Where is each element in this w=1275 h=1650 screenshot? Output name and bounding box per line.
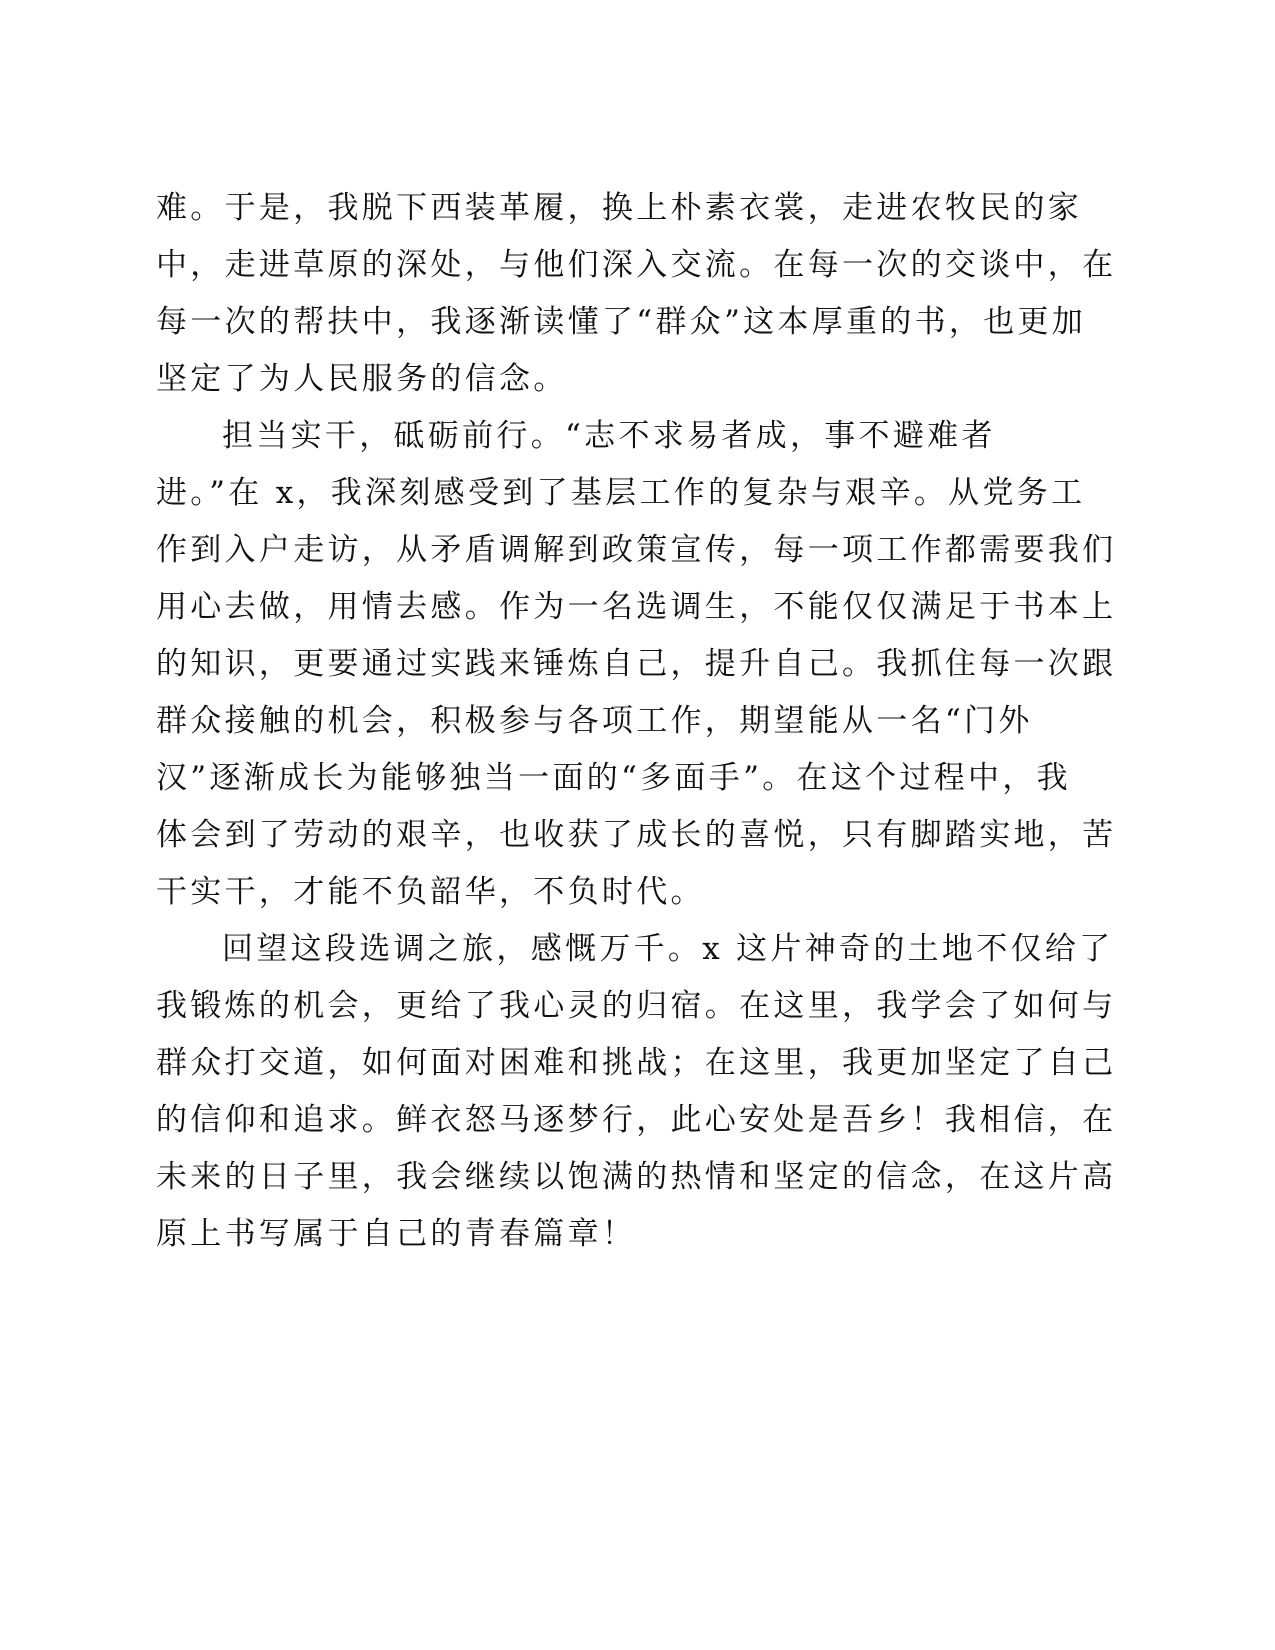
text-line: 坚定了为人民服务的信念。 <box>156 361 568 397</box>
text-line: 汉”逐渐成长为能够独当一面的“多面手”。在这个过程中，我 <box>156 760 1071 796</box>
text-line: 难。于是，我脱下西装革履，换上朴素衣裳，走进农牧民的家 <box>156 190 1083 226</box>
paragraph-start-line: 担当实干，砥砺前行。“志不求易者成，事不避难者 <box>222 418 996 454</box>
text-line: 原上书写属于自己的青春篇章！ <box>156 1216 637 1252</box>
text-line: 进。”在 x，我深刻感受到了基层工作的复杂与艰辛。从党务工 <box>156 475 1086 511</box>
text-line: 群众接触的机会，积极参与各项工作，期望能从一名“门外 <box>156 703 1033 739</box>
text-line: 每一次的帮扶中，我逐渐读懂了“群众”这本厚重的书，也更加 <box>156 304 1087 340</box>
text-line: 用心去做，用情去感。作为一名选调生，不能仅仅满足于书本上 <box>156 589 1117 625</box>
document-body <box>156 180 1117 1263</box>
text-line: 的信仰和追求。鲜衣怒马逐梦行，此心安处是吾乡！我相信，在 <box>156 1102 1117 1138</box>
text-line: 的知识，更要通过实践来锤炼自己，提升自己。我抓住每一次跟 <box>156 646 1117 682</box>
text-line: 干实干，才能不负韶华，不负时代。 <box>156 874 705 910</box>
text-line: 中，走进草原的深处，与他们深入交流。在每一次的交谈中，在 <box>156 247 1117 283</box>
paragraph-start-line: 回望这段选调之旅，感慨万千。x 这片神奇的土地不仅给了 <box>222 931 1114 967</box>
text-line: 体会到了劳动的艰辛，也收获了成长的喜悦，只有脚踏实地，苦 <box>156 817 1117 853</box>
text-line: 作到入户走访，从矛盾调解到政策宣传，每一项工作都需要我们 <box>156 532 1117 568</box>
text-line: 群众打交道，如何面对困难和挑战；在这里，我更加坚定了自己 <box>156 1045 1117 1081</box>
text-line: 未来的日子里，我会继续以饱满的热情和坚定的信念，在这片高 <box>156 1159 1117 1195</box>
text-line: 我锻炼的机会，更给了我心灵的归宿。在这里，我学会了如何与 <box>156 988 1117 1024</box>
